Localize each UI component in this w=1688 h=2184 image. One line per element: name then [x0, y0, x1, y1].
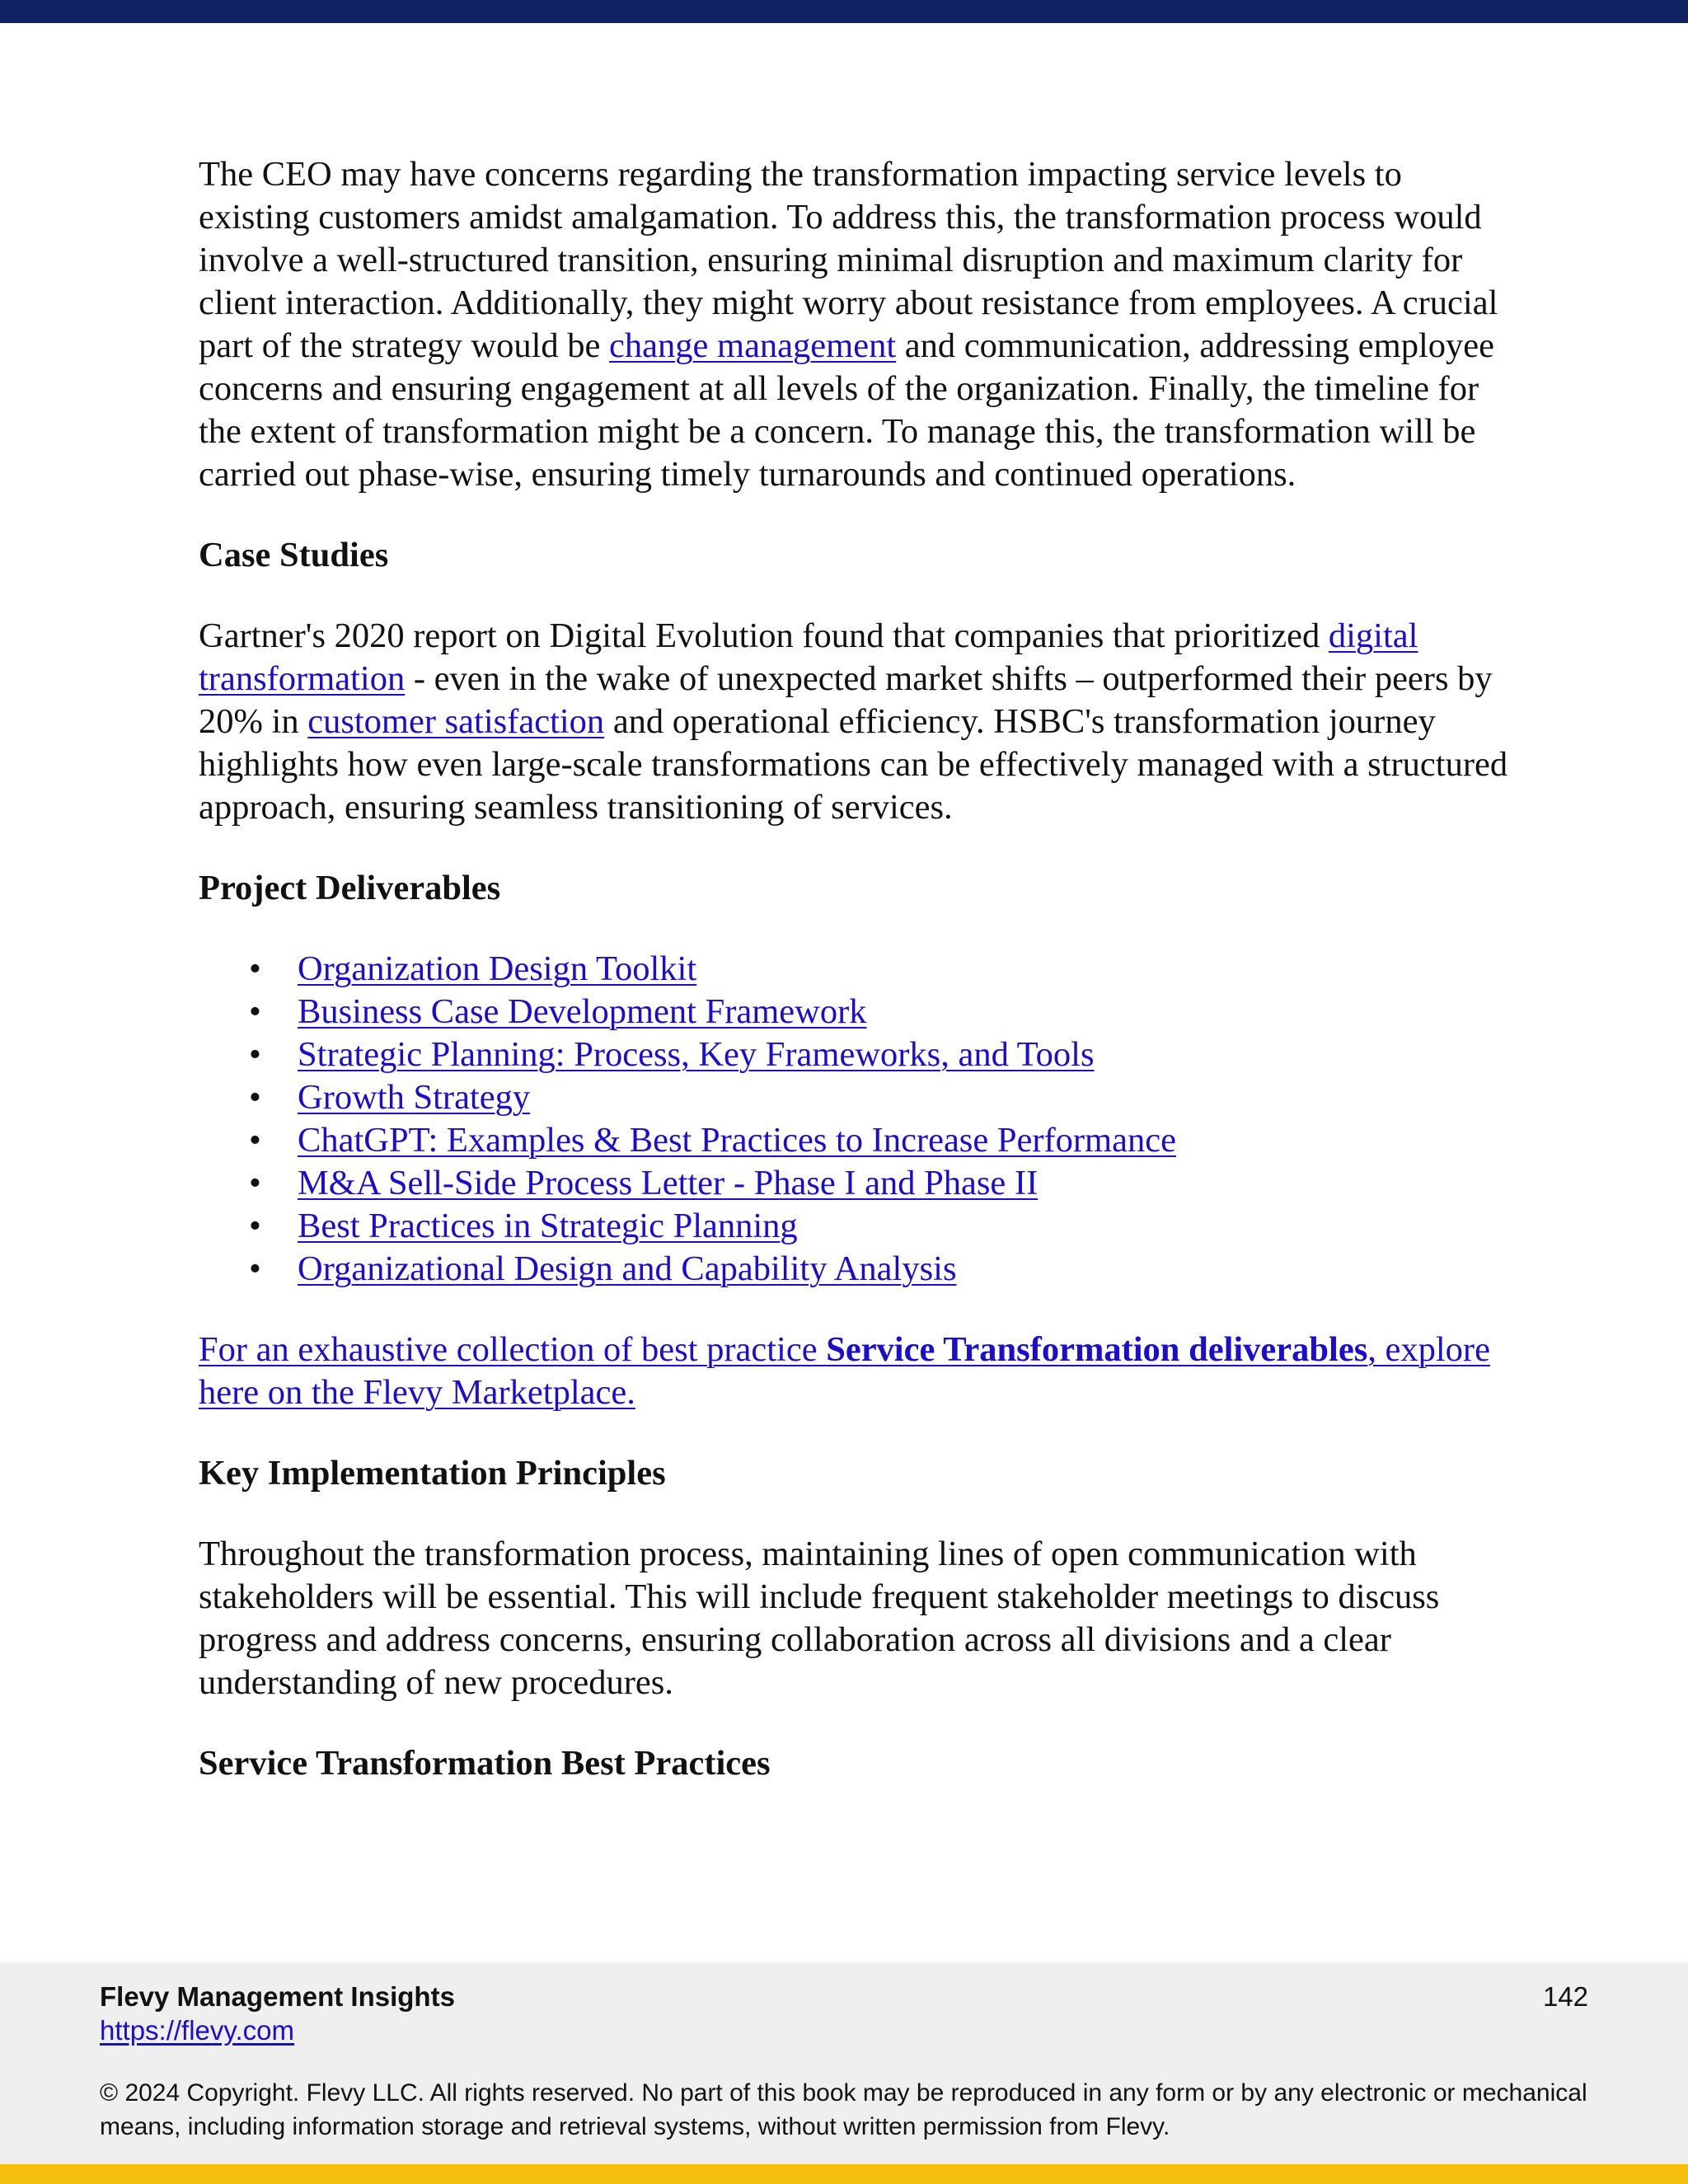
- case-text-3: and operational efficiency. HSBC's transformation journey highlights how even large-scale transformations can be effectively managed with a structured approach, ensuring seamless transitioning of services.: [199, 702, 1508, 827]
- top-accent-bar: [0, 0, 1688, 23]
- bullet-icon: •: [249, 1249, 261, 1288]
- list-item: [199, 1248, 1517, 1291]
- marketplace-cta: [199, 1329, 1517, 1414]
- best-practices-heading: Service Transformation Best Practices: [199, 1744, 771, 1783]
- cta-text-1: For an exhaustive collection of best practice: [199, 1330, 827, 1369]
- footer-url-link[interactable]: https://flevy.com: [100, 2015, 294, 2046]
- deliverable-link[interactable]: Strategic Planning: Process, Key Frameworks, and Tools: [298, 1035, 1095, 1074]
- customer-satisfaction-link[interactable]: customer satisfaction: [307, 702, 605, 741]
- key-principles-paragraph: Throughout the transformation process, maintaining lines of open communication with stakeholders will be essential. This will include frequent stakeholder meetings to discuss progress and address concerns, ensuring collaboration across all divisions and a clear understanding of new procedures.: [199, 1535, 1440, 1702]
- case-text-1: Gartner's 2020 report on Digital Evolution found that companies that prioritized: [199, 616, 1329, 655]
- deliverable-link[interactable]: Organizational Design and Capability Analysis: [298, 1249, 957, 1288]
- deliverable-link[interactable]: Organization Design Toolkit: [298, 949, 697, 988]
- list-item: [199, 948, 1517, 991]
- bullet-icon: •: [249, 1164, 261, 1202]
- digital-transformation-link[interactable]: digital transformation: [199, 616, 1418, 698]
- list-item: [199, 1076, 1517, 1119]
- deliverable-link[interactable]: M&A Sell-Side Process Letter - Phase I and Phase II: [298, 1164, 1039, 1202]
- list-item: [199, 1205, 1517, 1248]
- intro-paragraph: [199, 153, 1517, 496]
- case-text-2: - even in the wake of unexpected market shifts – outperformed their peers by 20% in: [199, 659, 1493, 741]
- case-studies-heading: Case Studies: [199, 536, 389, 574]
- copyright-notice: © 2024 Copyright. Flevy LLC. All rights reserved. No part of this book may be reproduced in any form or by any electronic or mechanical means, including information storage and retrieval systems, without written permission from Flevy.: [100, 2079, 1587, 2140]
- footer-brand: Flevy Management Insights: [100, 1981, 455, 2012]
- bullet-icon: •: [249, 992, 261, 1031]
- intro-text-2: and communication, addressing employee concerns and ensuring engagement at all levels of the organization. Finally, the timeline for the extent of transformation might be a concern. To manage this, the transformation will be carried out phase-wise, ensuring timely turnarounds and continued operations.: [199, 326, 1494, 494]
- page-footer: [0, 1962, 1688, 2164]
- bullet-icon: •: [249, 1078, 261, 1117]
- deliverable-link[interactable]: Growth Strategy: [298, 1078, 531, 1117]
- page-number: 142: [1542, 1981, 1588, 2012]
- project-deliverables-heading: Project Deliverables: [199, 869, 501, 907]
- list-item: [199, 1033, 1517, 1076]
- cta-text-2: , explore here on the Flevy Marketplace.: [199, 1330, 1490, 1412]
- bullet-icon: •: [249, 1207, 261, 1245]
- deliverable-link[interactable]: Business Case Development Framework: [298, 992, 867, 1031]
- cta-bold-text: Service Transformation deliverables: [826, 1330, 1368, 1369]
- main-content: [199, 153, 1517, 1785]
- bullet-icon: •: [249, 1035, 261, 1074]
- change-management-link[interactable]: change management: [609, 326, 897, 365]
- key-principles-heading: Key Implementation Principles: [199, 1454, 666, 1493]
- bullet-icon: •: [249, 1121, 261, 1160]
- list-item: [199, 991, 1517, 1033]
- deliverable-link[interactable]: Best Practices in Strategic Planning: [298, 1207, 798, 1245]
- case-studies-paragraph: [199, 615, 1517, 829]
- list-item: [199, 1162, 1517, 1205]
- intro-text-1: The CEO may have concerns regarding the transformation impacting service levels to existing customers amidst amalgamation. To address this, the transformation process would involve a well-structured transition, ensuring minimal disruption and maximum clarity for client interaction. Additionally, they might worry about resistance from employees. A crucial part of the strategy would be: [199, 155, 1498, 365]
- bullet-icon: •: [249, 949, 261, 988]
- deliverable-link[interactable]: ChatGPT: Examples & Best Practices to Increase Performance: [298, 1121, 1176, 1160]
- flevy-marketplace-link[interactable]: [199, 1330, 1490, 1412]
- deliverables-list: [199, 948, 1517, 1291]
- list-item: [199, 1119, 1517, 1162]
- bottom-accent-bar: [0, 2164, 1688, 2184]
